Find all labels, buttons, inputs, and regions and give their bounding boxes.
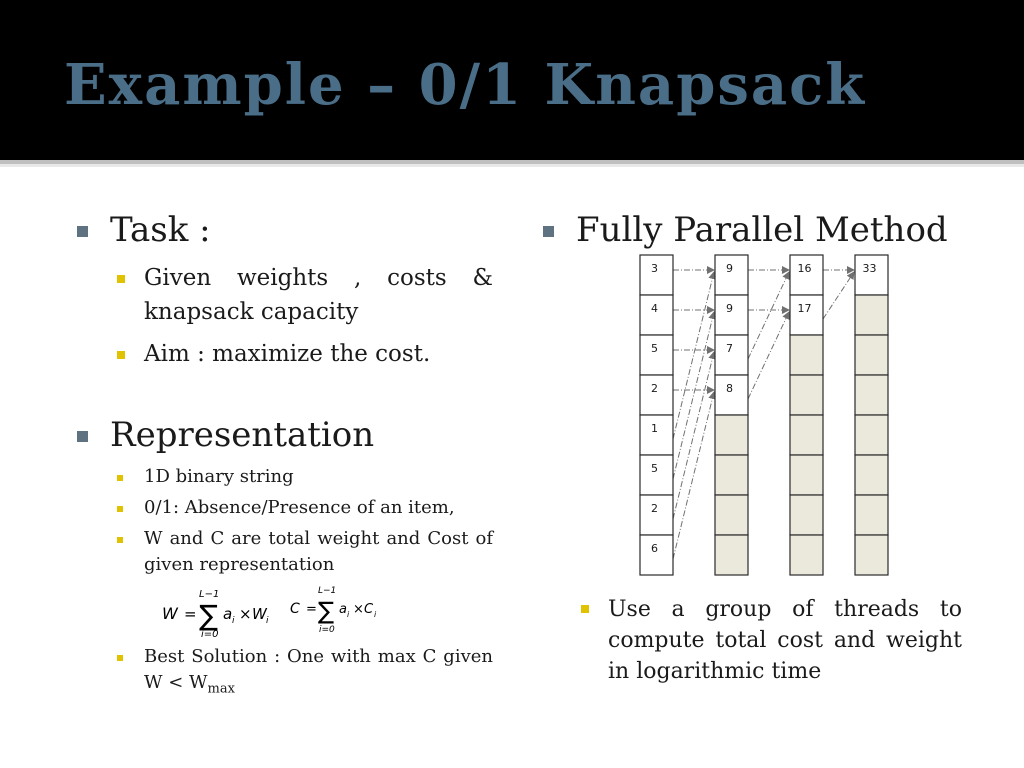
task-item-weights: Given weights , costs & knapsack capacity	[144, 261, 493, 329]
diagram-cell-value: 8	[726, 382, 733, 395]
diagram-cell	[715, 295, 748, 335]
formula-w-sum-bottom: i=0	[201, 629, 219, 640]
svg-text:=: =	[306, 602, 317, 617]
diagram-cell	[790, 535, 823, 575]
formula-w-a: a	[223, 605, 233, 623]
formula-block	[150, 583, 410, 643]
diagram-cell-value: 6	[651, 542, 658, 555]
diagram-cell-value: 16	[797, 262, 812, 275]
diagram-cell	[640, 495, 673, 535]
diagram-cell	[640, 255, 673, 295]
diagram-cell-value: 9	[726, 262, 733, 275]
formula-c-b-sub: i	[374, 610, 377, 619]
slide-title: Example – 0/1 Knapsack	[64, 52, 867, 118]
diagram-cell-value: 7	[726, 342, 733, 355]
diagram-cell-value: 3	[651, 262, 658, 275]
diagram-cells	[640, 255, 888, 575]
diagram-cell	[790, 255, 823, 295]
formula-c-a: a	[339, 602, 347, 617]
reduction-arrow	[673, 272, 714, 439]
formula-c-lhs: C	[290, 601, 300, 617]
reduction-arrow	[673, 392, 714, 559]
diagram-cell-value: 9	[726, 302, 733, 315]
formula-w-b: W	[252, 605, 267, 623]
diagram-cell-value: 17	[797, 302, 812, 315]
diagram-cell-value: 5	[651, 462, 658, 475]
title-bar	[0, 0, 1024, 160]
svg-text:∑: ∑	[199, 599, 218, 632]
diagram-arrows	[673, 270, 854, 559]
diagram-cell	[715, 535, 748, 575]
diagram-cell	[855, 495, 888, 535]
formula-w-lhs: W	[162, 604, 178, 623]
svg-text:=: =	[184, 605, 197, 623]
formula-c-sum-top: L−1	[318, 586, 337, 596]
repr-item-absence-presence: 0/1: Absence/Presence of an item,	[144, 495, 493, 521]
reduction-arrow	[748, 272, 789, 359]
diagram-cell	[855, 535, 888, 575]
formula-c-b: C	[364, 602, 374, 617]
formula-w-a-sub: i	[232, 616, 235, 626]
repr-item-binary-string: 1D binary string	[144, 464, 493, 490]
diagram-cell-value: 5	[651, 342, 658, 355]
reduction-arrow	[673, 352, 714, 519]
diagram-cell	[790, 495, 823, 535]
diagram-cell	[640, 535, 673, 575]
diagram-cell	[790, 295, 823, 335]
diagram-cell	[790, 455, 823, 495]
diagram-cell	[790, 335, 823, 375]
reduction-arrow	[748, 312, 789, 399]
formula-cost	[290, 586, 377, 635]
diagram-cell	[715, 255, 748, 295]
task-heading: Task :	[110, 210, 211, 250]
diagram-cell	[715, 375, 748, 415]
formula-w-b-sub: i	[266, 616, 269, 626]
diagram-cell	[790, 375, 823, 415]
diagram-cell	[715, 495, 748, 535]
diagram-cell	[855, 335, 888, 375]
diagram-cell	[715, 415, 748, 455]
diagram-cell	[855, 375, 888, 415]
diagram-cell-value: 2	[651, 502, 658, 515]
formula-weight	[162, 589, 269, 640]
diagram-cell	[855, 455, 888, 495]
formula-c-times: ×	[353, 602, 364, 617]
diagram-cell	[640, 375, 673, 415]
diagram-cell-value: 1	[651, 422, 658, 435]
diagram-cell	[715, 335, 748, 375]
best-solution-subscript: max	[207, 681, 235, 697]
diagram-cell	[640, 335, 673, 375]
diagram-cell	[715, 455, 748, 495]
formula-w-times: ×	[239, 605, 252, 623]
parallel-note: Use a group of threads to compute total cost and weight in logarithmic time	[608, 594, 962, 687]
title-divider-shadow	[0, 164, 1024, 167]
diagram-cell	[640, 455, 673, 495]
repr-item-best-solution	[144, 644, 493, 703]
diagram-cell	[640, 415, 673, 455]
repr-item-total-weight-cost: W and C are total weight and Cost of given representation	[144, 526, 493, 578]
task-item-aim: Aim : maximize the cost.	[144, 337, 493, 371]
diagram-cell	[855, 255, 888, 295]
representation-heading: Representation	[110, 415, 375, 455]
reduction-arrow	[823, 272, 854, 319]
diagram-cell	[640, 295, 673, 335]
formula-w-sum-top: L−1	[199, 589, 220, 600]
svg-text:∑: ∑	[318, 597, 335, 625]
diagram-cell	[855, 415, 888, 455]
parallel-method-heading: Fully Parallel Method	[576, 210, 948, 250]
best-solution-text: Best Solution : One with max C given W < W	[144, 646, 493, 693]
diagram-cell	[855, 295, 888, 335]
reduction-arrow	[673, 312, 714, 479]
reduction-diagram	[630, 250, 900, 584]
formula-c-sum-bottom: i=0	[319, 625, 335, 635]
diagram-cell-value: 4	[651, 302, 658, 315]
diagram-cell-value: 33	[862, 262, 877, 275]
diagram-cell-value: 2	[651, 382, 658, 395]
formula-c-a-sub: i	[347, 610, 350, 619]
diagram-cell	[790, 415, 823, 455]
